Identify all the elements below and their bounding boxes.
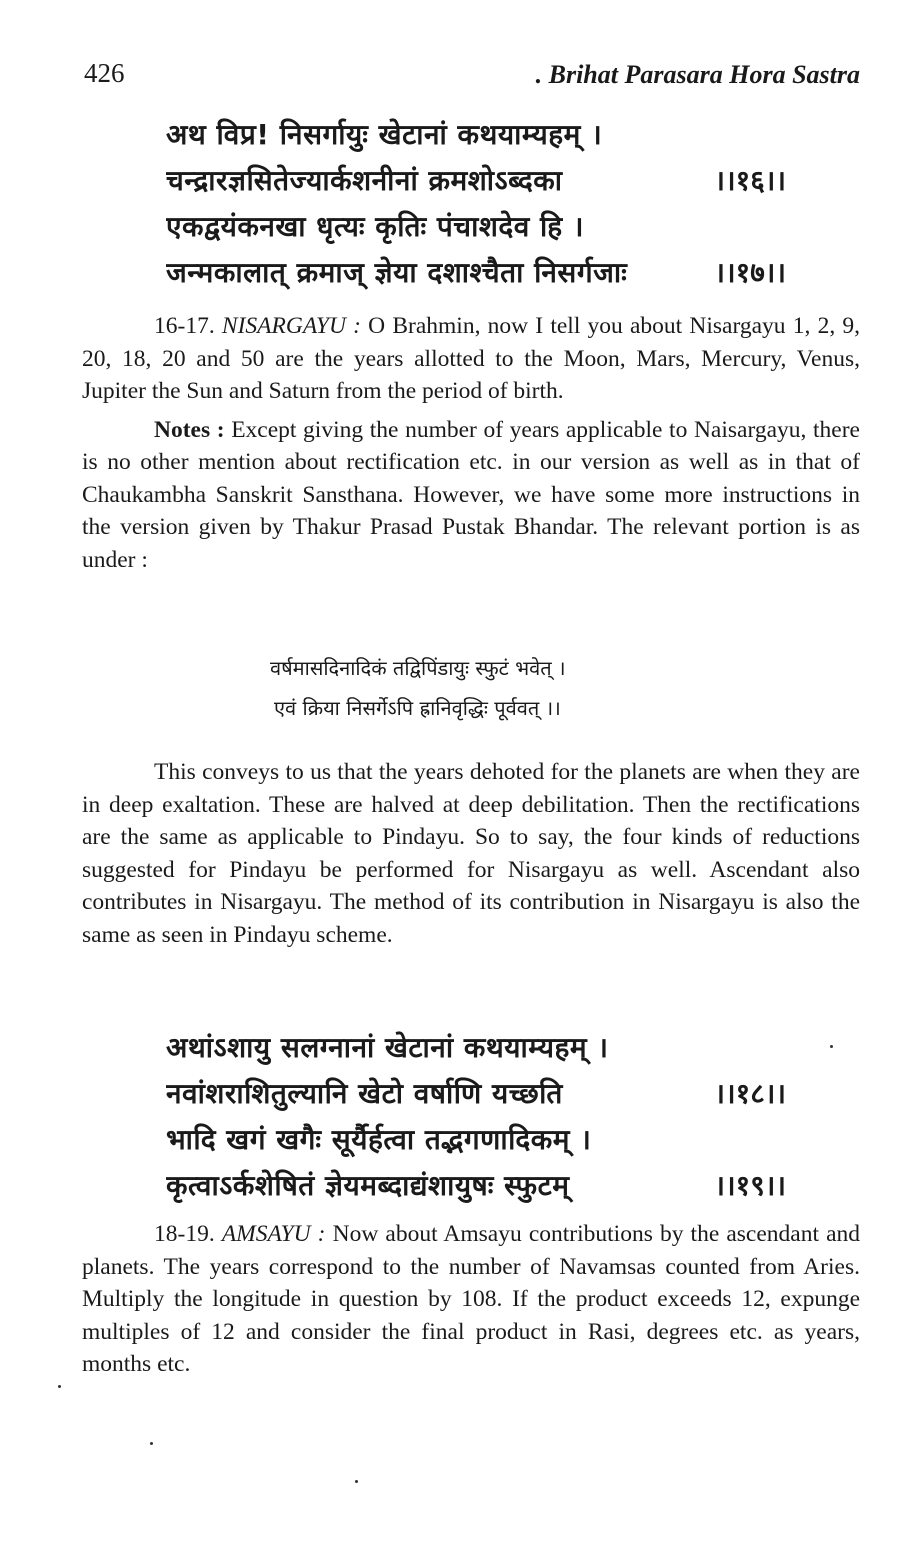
amsayu-section <box>82 1218 860 1381</box>
notes-label: Notes : <box>154 416 225 443</box>
print-speck <box>830 1045 833 1048</box>
nisargayu-section <box>82 310 860 576</box>
page-number: 426 <box>84 58 125 88</box>
verse-line: जन्मकालात् क्रमाज् ज्ञेया दशाश्चैता निसर्गजाः ।।१७।। <box>166 256 786 289</box>
print-speck <box>150 1442 153 1445</box>
amsayu-label: AMSAYU : <box>221 1221 326 1247</box>
nisargayu-paragraph: 16-17. NISARGAYU : O Brahmin, now I tell you about Nisargayu 1, 2, 9, 20, 18, 20 and 50 are the years allotted to the Moon, Mars, Mercury, Venus, Jupiter the Sun and Saturn from the period of birth. <box>82 313 861 404</box>
verse-line: नवांशराशितुल्यानि खेटो वर्षाणि यच्छति ।।१८।। <box>166 1077 786 1110</box>
verse-line: अथांऽशायु सलग्नानां खेटानां कथयाम्यहम् । <box>166 1031 609 1064</box>
print-speck <box>58 1385 61 1388</box>
sanskrit-quote <box>270 648 700 728</box>
sanskrit-verses-18-19 <box>166 1025 786 1209</box>
verse-line: भादि खगं खगैः सूर्यैर्हत्वा तद्भगणादिकम् । <box>166 1123 592 1156</box>
quote-line: एवं क्रिया निसर्गेऽपि ह्रानिवृद्धिः पूर्ववत् ।। <box>274 696 561 720</box>
conveys-paragraph: This conveys to us that the years dehoted for the planets are when they are in deep exaltation. These are halved at deep debilitation. Then the rectifications are the same as applicable to Pindayu. So to say, the four kinds of reductions suggested for Pindayu be performed for Nisargayu as well. Ascendant also contributes in Nisargayu. The method of its contribution in Nisargayu is also the same as seen in Pindayu scheme. <box>82 759 860 948</box>
verse-line: चन्द्रारज्ञसितेज्यार्कशनीनां क्रमशोऽब्दका ।।१६।। <box>166 164 786 197</box>
notes-paragraph: Notes : Except giving the number of years applicable to Naisargayu, there is no other mention about rectification etc. in our version as well as in that of Chaukambha Sanskrit Sansthana. However, we have some more instructions in the version given by Thakur Prasad Pustak Bhandar. The relevant portion is as under : <box>82 416 860 573</box>
print-speck <box>355 1480 358 1483</box>
verse-line: अथ विप्र! निसर्गायुः खेटानां कथयाम्यहम् । <box>166 118 603 151</box>
conveys-section <box>82 756 860 951</box>
running-title: . Brihat Parasara Hora Sastra <box>535 60 860 89</box>
verse-line: एकद्वयंकनखा धृत्यः कृतिः पंचाशदेव हि । <box>166 210 585 243</box>
page-header <box>84 58 860 94</box>
amsayu-paragraph: 18-19. AMSAYU : Now about Amsayu contributions by the ascendant and planets. The years correspond to the number of Navamsas counted from Aries. Multiply the longitude in question by 108. If the product exceeds 12, expunge multiples of 12 and consider the final product in Rasi, degrees etc. as years, months etc. <box>82 1221 861 1377</box>
quote-line: वर्षमासदिनादिकं तद्विपिंडायुः स्फुटं भवेत् । <box>270 656 566 680</box>
sanskrit-verses-16-17 <box>166 112 786 296</box>
nisargayu-label: NISARGAYU : <box>221 313 361 339</box>
verse-line: कृत्वाऽर्कशेषितं ज्ञेयमब्दाद्यंशायुषः स्फुटम् ।।१९।। <box>166 1169 786 1202</box>
